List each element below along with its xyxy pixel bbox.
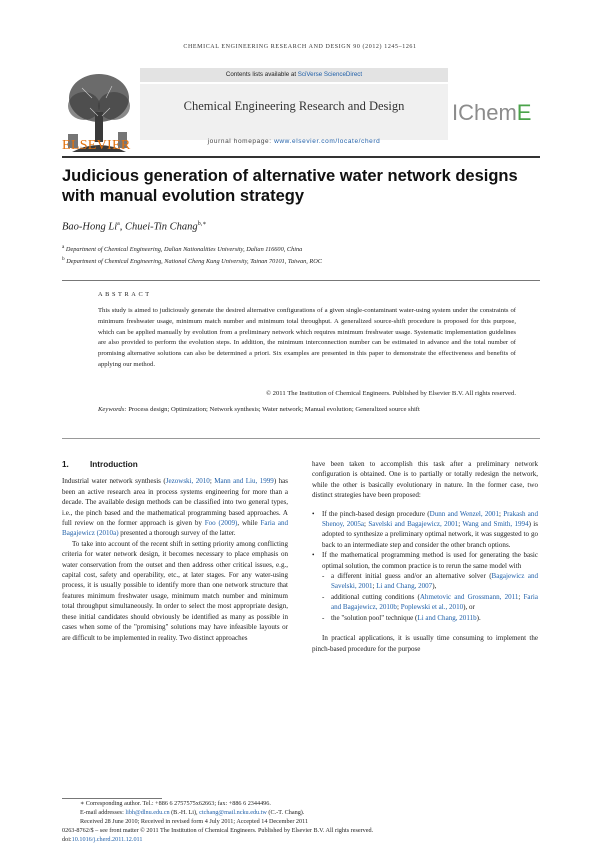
abstract-text: This study is aimed to judiciously generate the desired alternative configurations of a given single-contaminant water-using system under the constraints of minimum freshwater usage, minimum match number and minimum total throughput. A generalized source-shift procedure is proposed for this purpose, which can be applied manually by evolution from a preliminary network which requires minimum freshwater usage. Systematic implementation guidelines are also provided to perform the evolution steps. In addition, the minimum interconnection number can be estimated in advance and the total number of promising alternative solutions can also be determined a priori. Six examples are presented in this paper to demonstrate the effectiveness and benefits of applying our method.	[98, 307, 516, 368]
reference-link[interactable]: Wang and Smith, 1994	[462, 520, 529, 529]
affiliation-a: $^a$ Department of Chemical Engineering, Dalian Nationalities University, Dalian 116600, China	[62, 244, 303, 254]
text: additional cutting conditions (	[331, 592, 420, 601]
section-number: 1.	[62, 460, 69, 469]
affiliation-b-text: Department of Chemical Engineering, National Cheng Kung University, Tainan 70101, Taiwan, ROC	[66, 258, 322, 266]
journal-box	[140, 84, 448, 140]
intro-paragraph-2: To take into account of the recent shift in setting priority among conflicting criteria for water network design, it becomes necessary to place emphasis on water conservation from the outset and then address other critical issues, e.g., capital cost, safety and operability, etc., at later stages. For any water-using process, it is usually possible to identify more than one network structure that features minimum freshwater usage, minimum match number and minimum total throughput simultaneously. In order to select the most appropriate design, these initial candidates should obviously be identified as many as possible in cases when some of the "promising" solutions may have infeasible layouts or are difficult to be implemented in reality. Two distinct approaches	[62, 539, 288, 642]
email-link-1[interactable]: libh@dlnu.edu.cn	[125, 808, 170, 816]
sub-list	[322, 571, 538, 623]
text: , while	[237, 519, 261, 528]
footnote-rule	[62, 798, 162, 799]
running-head: CHEMICAL ENGINEERING RESEARCH AND DESIGN 90 (2012) 1245–1261	[183, 44, 417, 50]
text: presented a thorough survey of the latter.	[118, 529, 236, 538]
text: ;	[209, 477, 215, 486]
abstract-heading: ABSTRACT	[98, 291, 152, 298]
text: ;	[364, 520, 369, 529]
issn-line: 0263-8762/$ – see front matter © 2011 The Institution of Chemical Engineers. Published by Elsevier B.V. All rights reserved.	[62, 826, 374, 834]
text: If the pinch-based design procedure (	[322, 509, 430, 518]
text: ;	[458, 520, 463, 529]
author-2-affil: b,∗	[197, 221, 207, 227]
section-title: Introduction	[90, 460, 138, 469]
section-heading	[62, 460, 288, 470]
reference-link[interactable]: Prakash and Shenoy, 2005a	[322, 509, 538, 529]
reference-link[interactable]: Poplewski et al., 2010	[400, 603, 464, 612]
sciencedirect-link[interactable]: SciVerse ScienceDirect	[297, 71, 363, 78]
reference-link[interactable]: Dunn and Wenzel, 2001	[429, 509, 499, 518]
journal-title: Chemical Engineering Research and Design	[183, 99, 405, 113]
keywords	[98, 405, 516, 416]
text: ;	[372, 582, 377, 591]
reference-link[interactable]: Faria and Bagajewicz, 2010b	[331, 592, 538, 612]
author-2: Chuei-Tin Chang	[125, 221, 198, 233]
list-item	[312, 509, 538, 551]
text: (B.-H. Li),	[169, 808, 200, 816]
article-title: Judicious generation of alternative water network designs with manual evolution strategy	[62, 167, 518, 205]
abstract-top-rule	[62, 280, 540, 281]
received-dates: Received 28 June 2010; Received in revised form 4 July 2011; Accepted 14 December 2011	[80, 817, 309, 825]
affiliation-a-text: Department of Chemical Engineering, Dalian Nationalities University, Dalian 116600, China	[65, 246, 303, 254]
intro-paragraph-1	[62, 476, 288, 538]
text: ) has been an active research area in process systems engineering for more than a decade. The available design methods can be classified into two general types, i.e., the pinch based and the mathematical programming based approaches. A full review on the former approach is given by	[62, 477, 289, 528]
text: ;	[498, 509, 504, 518]
abstract-copyright: © 2011 The Institution of Chemical Engineers. Published by Elsevier B.V. All rights reserved.	[265, 390, 516, 397]
authors	[62, 220, 206, 233]
strategy-list	[312, 509, 538, 623]
email-line	[62, 809, 540, 818]
keywords-list: Process design; Optimization; Network synthesis; Water network; Manual evolution; Generalized source shift	[128, 406, 420, 413]
intro-paragraph-3: have been taken to accomplish this task after a preliminary network configuration is obtained. One is to partially or totally redesign the network, while the other is basically evolutionary in nature. In the former case, two distinct strategies have been proposed:	[312, 460, 538, 500]
doi-line	[62, 836, 540, 845]
text: ),	[432, 582, 437, 591]
reference-link[interactable]: Faria and Bagajewicz (2010a)	[62, 519, 289, 538]
reference-link[interactable]: Bagajewicz and Savelski, 2001	[331, 572, 538, 591]
homepage-link[interactable]: www.elsevier.com/locate/cherd	[274, 138, 381, 145]
email-label: E-mail addresses:	[80, 808, 126, 816]
text: ).	[476, 613, 481, 622]
contents-bar	[140, 68, 448, 82]
journal-homepage	[140, 138, 448, 145]
intro-paragraph-4: In practical applications, it is usually time consuming to implement the pinch-based procedure for the purpose	[312, 634, 538, 653]
list-item	[312, 550, 538, 623]
affiliation-b: $^b$ Department of Chemical Engineering, National Cheng Kung University, Tainan 70101, Taiwan, ROC	[62, 256, 322, 266]
text: Industrial water network synthesis (	[62, 477, 166, 486]
sub-list-item	[322, 592, 538, 613]
reference-link[interactable]: Li and Chang, 2007	[376, 582, 433, 591]
text: the "solution pool" technique (	[331, 613, 418, 622]
footnotes	[62, 800, 540, 845]
author-separator: ,	[119, 221, 126, 233]
text: If the mathematical programming method is used for generating the basic optimal solution, the common practice is to rerun the same model with	[322, 551, 538, 570]
reference-link[interactable]: Ahmetovic and Grossmann, 2011	[419, 592, 519, 601]
author-1: Bao-Hong Li	[62, 221, 118, 233]
sub-list-item	[322, 571, 538, 592]
icheme-logo	[452, 100, 531, 126]
text: ), or	[463, 603, 475, 612]
homepage-prefix: journal homepage:	[207, 138, 275, 145]
reference-link[interactable]: Li and Chang, 2011b	[417, 613, 477, 622]
email-link-2[interactable]: ctchang@mail.ncku.edu.tw	[199, 808, 267, 816]
text: ;	[518, 592, 524, 601]
abstract-bottom-rule	[62, 438, 540, 439]
doi-label: doi:	[62, 835, 72, 843]
header-rule	[62, 156, 540, 158]
corresponding-author: ∗ Corresponding author. Tel.: +886 6 2757575x62663; fax: +886 6 2344496.	[80, 800, 271, 807]
text: ) is adopted to synthesize a preliminary optimal network, it was suggested to go back to an intermediate step and consider the other branch options.	[322, 520, 538, 549]
reference-link[interactable]: Savelski and Bagajewicz, 2001	[368, 520, 459, 529]
elsevier-wordmark: ELSEVIER	[62, 138, 131, 153]
text: a different initial guess and/or an alternative solver (	[331, 572, 492, 581]
left-column	[62, 460, 288, 643]
right-column	[312, 459, 538, 654]
sub-list-item	[322, 613, 538, 623]
icheme-logo-main: IChem	[452, 100, 517, 125]
doi-link[interactable]: 10.1016/j.cherd.2011.12.011	[71, 835, 143, 843]
text: ;	[396, 603, 401, 612]
text: (C.-T. Chang).	[266, 808, 305, 816]
reference-link[interactable]: Mann and Liu, 1999	[214, 477, 274, 486]
contents-prefix: Contents lists available at	[225, 71, 298, 78]
reference-link[interactable]: Foo (2009)	[204, 519, 238, 528]
icheme-logo-end: E	[516, 100, 532, 125]
author-1-affil: a	[117, 221, 120, 227]
keywords-label: Keywords:	[98, 406, 127, 413]
reference-link[interactable]: Jezowski, 2010	[165, 477, 210, 486]
